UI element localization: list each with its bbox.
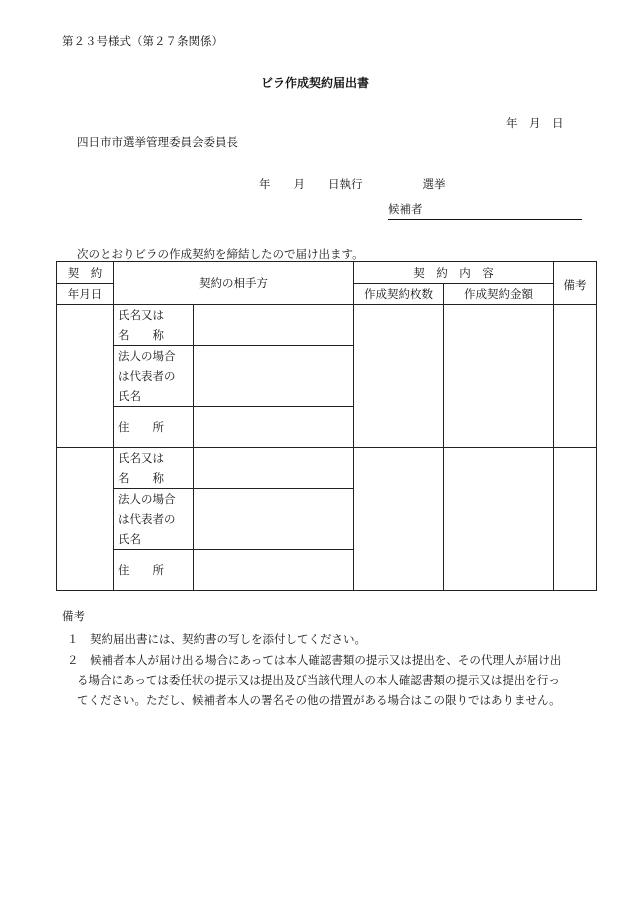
note-item-1: １ 契約届出書には、契約書の写しを添付してください。 bbox=[67, 632, 366, 646]
remarks-cell[interactable] bbox=[554, 448, 597, 591]
representative-label: 法人の場合 は代表者の 氏名 bbox=[114, 489, 194, 550]
header-contract-date-1: 契 約 bbox=[57, 262, 114, 284]
header-amount: 作成契約金額 bbox=[444, 284, 554, 305]
election-date: 年 月 日執行 bbox=[259, 177, 363, 191]
representative-value-cell[interactable] bbox=[194, 346, 354, 407]
contract-table bbox=[56, 261, 597, 591]
name-label: 氏名又は 名 称 bbox=[114, 305, 194, 346]
address-value-cell[interactable] bbox=[194, 407, 354, 448]
table-row bbox=[57, 305, 597, 346]
note-item-2: ２ 候補者本人が届け出る場合にあっては本人確認書類の提示又は提出を、その代理人が届け出 bbox=[67, 653, 562, 667]
intro-text: 次のとおりビラの作成契約を締結したので届け出ます。 bbox=[77, 247, 364, 261]
address-label: 住 所 bbox=[114, 407, 194, 448]
notes-heading: 備考 bbox=[62, 609, 85, 623]
note-item-2-cont: てください。ただし、候補者本人の署名その他の措置がある場合はこの限りではありません。 bbox=[77, 693, 561, 707]
header-remarks: 備考 bbox=[554, 262, 597, 305]
header-contract-date-2: 年月日 bbox=[57, 284, 114, 305]
contract-date-cell[interactable] bbox=[57, 448, 114, 591]
remarks-cell[interactable] bbox=[554, 305, 597, 448]
note-item-2-cont: る場合にあっては委任状の提示又は提出及び当該代理人の本人確認書類の提示又は提出を行っ bbox=[77, 673, 560, 687]
document-title: ビラ作成契約届出書 bbox=[260, 76, 369, 90]
amount-cell[interactable] bbox=[444, 448, 554, 591]
candidate-label: 候補者 bbox=[388, 202, 423, 216]
election-line bbox=[259, 176, 446, 192]
election-label: 選挙 bbox=[422, 177, 446, 191]
header-contract-contents: 契 約 内 容 bbox=[354, 262, 554, 284]
representative-value-cell[interactable] bbox=[194, 489, 354, 550]
name-label: 氏名又は 名 称 bbox=[114, 448, 194, 489]
amount-cell[interactable] bbox=[444, 305, 554, 448]
sheets-cell[interactable] bbox=[354, 305, 444, 448]
representative-label: 法人の場合 は代表者の 氏名 bbox=[114, 346, 194, 407]
header-sheets: 作成契約枚数 bbox=[354, 284, 444, 305]
address-label: 住 所 bbox=[114, 550, 194, 591]
submission-date: 年 月 日 bbox=[506, 116, 564, 130]
sheets-cell[interactable] bbox=[354, 448, 444, 591]
addressee: 四日市市選挙管理委員会委員長 bbox=[77, 135, 238, 149]
contract-date-cell[interactable] bbox=[57, 305, 114, 448]
header-counterparty: 契約の相手方 bbox=[114, 262, 354, 305]
table-row bbox=[57, 448, 597, 489]
header-row-1 bbox=[57, 262, 597, 284]
form-number: 第２３号様式（第２７条関係） bbox=[62, 34, 223, 48]
name-value-cell[interactable] bbox=[194, 448, 354, 489]
candidate-field bbox=[388, 201, 582, 220]
address-value-cell[interactable] bbox=[194, 550, 354, 591]
name-value-cell[interactable] bbox=[194, 305, 354, 346]
